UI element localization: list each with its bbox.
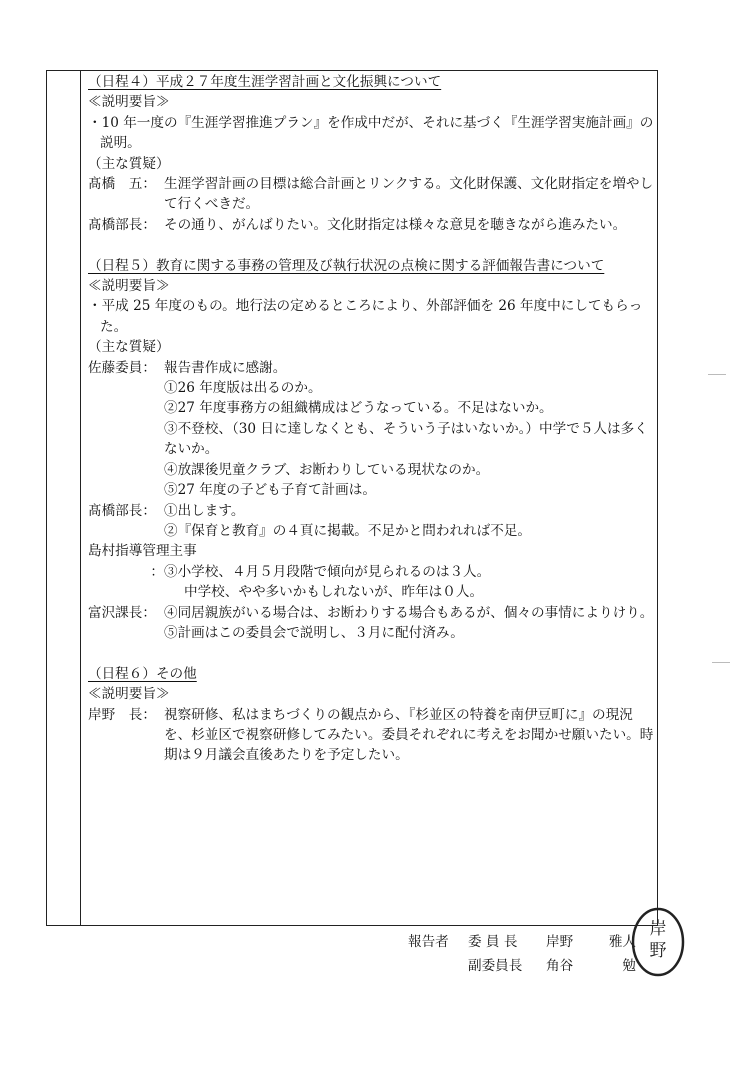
statement: ④放課後児童クラブ、お断わりしている現状なのか。 <box>164 461 490 478</box>
section-title: （日程６）その他 <box>88 665 197 682</box>
summary-bullet: ・10 年一度の『生涯学習推進プラン』を作成中だが、それに基づく『生涯学習実施計画』の説明。 <box>88 114 654 152</box>
statement: ③不登校、（30 日に達しなくとも、そういう子はいないか。）中学で５人は多くないか。 <box>164 420 648 458</box>
speaker: 髙橋 五： <box>88 176 156 193</box>
left-margin-line <box>80 70 81 926</box>
reporter-surname: 角谷 <box>546 958 574 974</box>
reporter-role: 委 員 長 <box>468 934 518 950</box>
statement: ①26 年度版は出るのか。 <box>164 380 322 397</box>
summary-heading: ≪説明要旨≫ <box>88 278 170 295</box>
qa-entry <box>88 603 654 644</box>
statement: ⑤27 年度の子ども子育て計画は。 <box>164 482 376 499</box>
speaker: ： <box>150 563 164 580</box>
speaker: 佐藤委員： <box>88 359 156 376</box>
reporter-given: 勉 <box>622 958 636 974</box>
statement: ③小学校、４月５月段階で傾向が見られるのは３人。 <box>164 563 491 580</box>
speaker: 髙橋部長： <box>88 502 156 519</box>
qa-entry <box>88 562 654 603</box>
statement: 中学校、やや多いかもしれないが、昨年は０人。 <box>184 584 484 601</box>
reporter-row <box>408 930 636 954</box>
reporter-role: 副委員長 <box>468 958 523 974</box>
margin-mark <box>708 374 726 375</box>
reporter-block <box>408 930 636 978</box>
statement: ⑤計画はこの委員会で説明し、３月に配付済み。 <box>164 624 464 641</box>
summary-bullet: ・平成 25 年度のもの。地行法の定めるところにより、外部評価を 26 年度中にしてもらった。 <box>88 298 643 335</box>
section-title: （日程５）教育に関する事務の管理及び執行状況の点検に関する評価報告書について <box>88 257 605 274</box>
statement: ④同居親族がいる場合は、お断わりする場合もあるが、個々の事情によりけり。 <box>164 604 654 621</box>
summary-heading: ≪説明要旨≫ <box>88 94 170 111</box>
svg-text:野: 野 <box>649 941 667 961</box>
margin-mark <box>712 662 730 663</box>
statement: 視察研修、私はまちづくりの観点から、『杉並区の特養を南伊豆町に』の現況を、杉並区で視察研修してみたい。委員それぞれに考えをお聞かせ願いたい。時期は９月議会直後あたりを予定したい。 <box>164 706 654 764</box>
speaker: 富沢課長： <box>88 604 156 621</box>
qa-entry <box>88 215 654 235</box>
speaker: 髙橋部長： <box>88 216 156 233</box>
svg-text:岸: 岸 <box>649 919 667 939</box>
qa-heading: （主な質疑） <box>88 339 170 356</box>
reporter-label: 報告者 <box>408 934 449 950</box>
speaker: 岸野 長： <box>88 706 156 723</box>
qa-heading: （主な質疑） <box>88 155 170 172</box>
reporter-row <box>408 954 636 978</box>
report-content <box>88 72 654 766</box>
statement: ②『保育と教育』の４頁に掲載。不足かと問われれば不足。 <box>164 522 532 539</box>
statement: 報告書作成に感謝。 <box>164 359 287 376</box>
summary-heading: ≪説明要旨≫ <box>88 686 170 703</box>
statement: ①出します。 <box>164 502 245 519</box>
qa-entry <box>88 174 654 215</box>
section-title: （日程４）平成２７年度生涯学習計画と文化振興について <box>88 74 442 90</box>
statement: 生涯学習計画の目標は総合計画とリンクする。文化財保護、文化財指定を増やして行くべきだ。 <box>164 176 654 213</box>
reporter-surname: 岸野 <box>546 934 574 950</box>
speaker-full: 島村指導管理主事 <box>88 543 197 560</box>
qa-entry <box>88 358 654 501</box>
reporter-given: 雅人 <box>608 934 636 950</box>
qa-entry <box>88 705 654 766</box>
name-seal-stamp <box>630 906 686 978</box>
statement: その通り、がんばりたい。文化財指定は様々な意見を聴きながら進みたい。 <box>164 216 627 233</box>
statement: ②27 年度事務方の組織構成はどうなっている。不足はないか。 <box>164 400 553 417</box>
qa-entry <box>88 501 654 542</box>
